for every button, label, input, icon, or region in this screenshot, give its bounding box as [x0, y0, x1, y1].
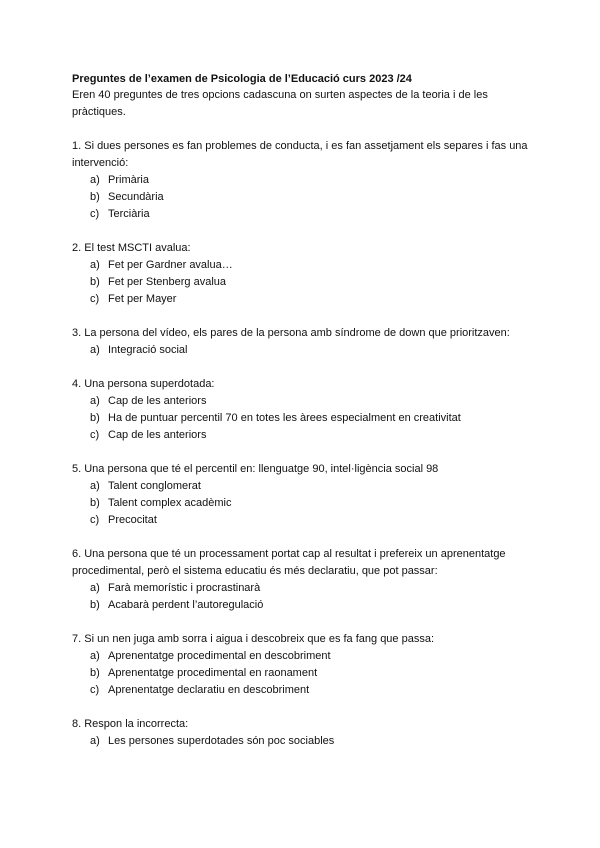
- option-text: Fet per Gardner avalua…: [108, 259, 233, 271]
- option-text: Talent conglomerat: [108, 480, 201, 492]
- option-item: [72, 478, 532, 495]
- option-item: [72, 393, 532, 410]
- question-block: [72, 631, 532, 699]
- option-item: [72, 291, 532, 308]
- document-intro: Eren 40 preguntes de tres opcions cadascuna on surten aspectes de la teoria i de les pràctiques.: [72, 89, 488, 118]
- option-letter: a): [90, 174, 100, 186]
- option-letter: c): [90, 684, 100, 696]
- option-letter: b): [90, 412, 100, 424]
- option-item: [72, 597, 532, 614]
- option-letter: a): [90, 344, 100, 356]
- option-letter: a): [90, 582, 100, 594]
- option-item: [72, 648, 532, 665]
- option-text: Integració social: [108, 344, 188, 356]
- option-list: [72, 342, 532, 359]
- option-text: Farà memorístic i procrastinarà: [108, 582, 261, 594]
- document-title: Preguntes de l’examen de Psicologia de l’Educació curs 2023 /24: [72, 73, 412, 85]
- question-block: [72, 461, 532, 529]
- option-letter: b): [90, 497, 100, 509]
- option-letter: b): [90, 599, 100, 611]
- option-list: [72, 733, 532, 750]
- question-text: 5. Una persona que té el percentil en: llenguatge 90, intel·ligència social 98: [72, 463, 439, 475]
- question-text: 7. Si un nen juga amb sorra i aigua i descobreix que es fa fang que passa:: [72, 633, 435, 645]
- option-item: [72, 580, 532, 597]
- option-item: [72, 410, 532, 427]
- option-text: Talent complex acadèmic: [108, 497, 232, 509]
- option-letter: c): [90, 293, 100, 305]
- option-list: [72, 172, 532, 223]
- question-text: 6. Una persona que té un processament portat cap al resultat i prefereix un aprenentatge procedimental, però el sistema educatiu és més declaratiu, que pot passar:: [72, 548, 506, 577]
- question-list: [72, 138, 532, 750]
- option-text: Fet per Stenberg avalua: [108, 276, 227, 288]
- option-text: Aprenentatge declaratiu en descobriment: [108, 684, 310, 696]
- question-text: 4. Una persona superdotada:: [72, 378, 215, 390]
- question-text: 2. El test MSCTI avalua:: [72, 242, 191, 254]
- option-text: Cap de les anteriors: [108, 429, 207, 441]
- option-text: Cap de les anteriors: [108, 395, 207, 407]
- option-item: [72, 682, 532, 699]
- option-letter: b): [90, 191, 100, 203]
- option-item: [72, 257, 532, 274]
- option-item: [72, 342, 532, 359]
- option-letter: a): [90, 650, 100, 662]
- option-list: [72, 478, 532, 529]
- question-block: [72, 138, 532, 223]
- option-item: [72, 665, 532, 682]
- option-text: Acabarà perdent l’autoregulació: [108, 599, 264, 611]
- document-page: [72, 71, 532, 767]
- option-letter: c): [90, 429, 100, 441]
- option-text: Ha de puntuar percentil 70 en totes les àrees especialment en creativitat: [108, 412, 461, 424]
- question-text: 3. La persona del vídeo, els pares de la persona amb síndrome de down que prioritzaven:: [72, 327, 510, 339]
- question-block: [72, 376, 532, 444]
- option-item: [72, 172, 532, 189]
- option-item: [72, 512, 532, 529]
- option-item: [72, 495, 532, 512]
- question-block: [72, 325, 532, 359]
- question-block: [72, 546, 532, 614]
- option-list: [72, 393, 532, 444]
- option-letter: a): [90, 480, 100, 492]
- option-list: [72, 580, 532, 614]
- question-text: 1. Si dues persones es fan problemes de conducta, i es fan assetjament els separes i fas una intervenció:: [72, 140, 528, 169]
- option-item: [72, 733, 532, 750]
- option-letter: a): [90, 259, 100, 271]
- option-item: [72, 189, 532, 206]
- option-letter: a): [90, 395, 100, 407]
- question-block: [72, 240, 532, 308]
- option-text: Secundària: [108, 191, 164, 203]
- option-letter: c): [90, 514, 100, 526]
- option-letter: b): [90, 667, 100, 679]
- option-text: Primària: [108, 174, 149, 186]
- question-block: [72, 716, 532, 750]
- option-item: [72, 206, 532, 223]
- option-text: Terciària: [108, 208, 150, 220]
- option-list: [72, 648, 532, 699]
- option-item: [72, 427, 532, 444]
- option-text: Aprenentatge procedimental en raonament: [108, 667, 318, 679]
- option-item: [72, 274, 532, 291]
- option-list: [72, 257, 532, 308]
- option-text: Les persones superdotades són poc sociables: [108, 735, 335, 747]
- option-text: Fet per Mayer: [108, 293, 177, 305]
- option-letter: a): [90, 735, 100, 747]
- option-letter: c): [90, 208, 100, 220]
- option-text: Precocitat: [108, 514, 157, 526]
- option-text: Aprenentatge procedimental en descobriment: [108, 650, 331, 662]
- question-text: 8. Respon la incorrecta:: [72, 718, 189, 730]
- option-letter: b): [90, 276, 100, 288]
